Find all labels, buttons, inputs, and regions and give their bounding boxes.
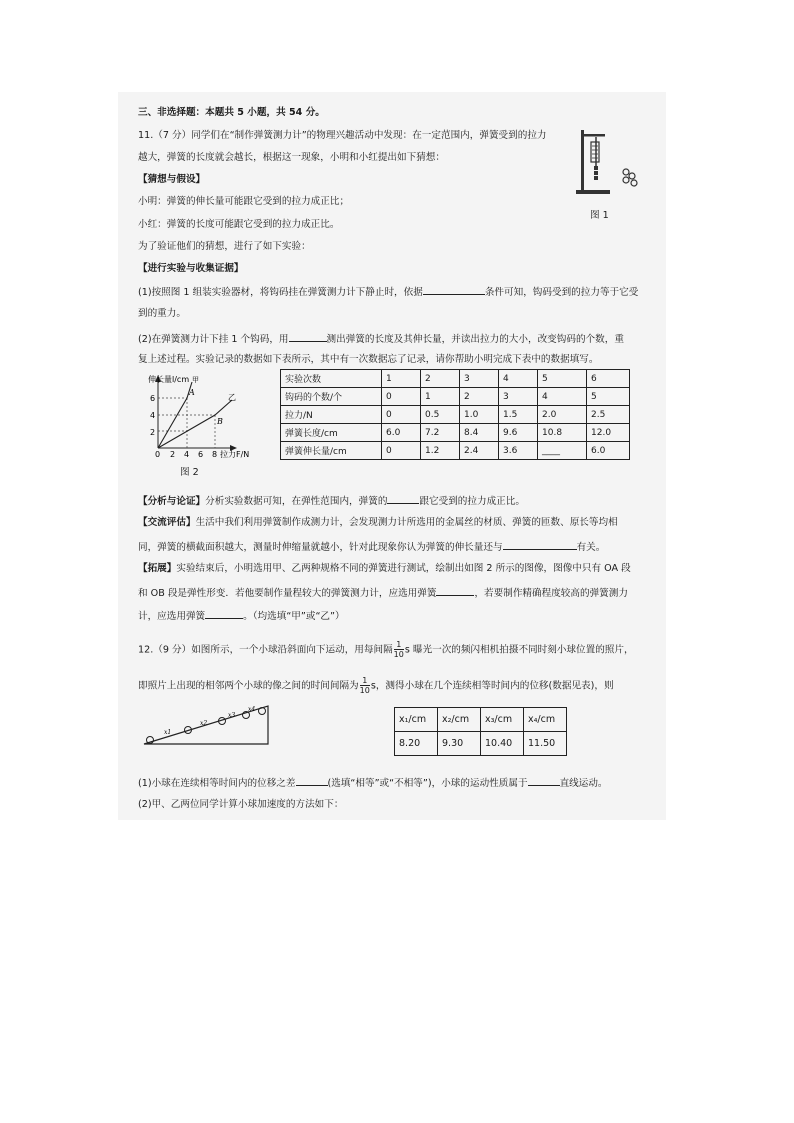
extension-line1: 【拓展】实验结束后，小明选用甲、乙两种规格不同的弹簧进行测试，绘制出如图 2 所示的图像，图像中只有 OA 段: [138, 563, 631, 574]
table-header: x₃/cm: [481, 708, 524, 732]
fraction-one-tenth-2: $\frac{1}{10}$: [359, 676, 370, 695]
y-tick-6: 6: [150, 394, 156, 403]
table-cell: 0: [382, 406, 421, 424]
answer-blank-extension[interactable]: ____: [538, 442, 587, 460]
table-cell: 2.4: [460, 442, 499, 460]
label-x3: x3: [228, 712, 236, 719]
section-heading: 三、非选择题：本题共 5 小题，共 54 分。: [138, 107, 325, 118]
answer-blank-tool[interactable]: [289, 331, 327, 342]
q12-data-table: [394, 707, 567, 756]
table-cell: 1: [382, 370, 421, 388]
x-tick-4: 4: [184, 450, 190, 459]
step1-line2: 到的重力。: [138, 308, 186, 319]
table-cell: 3: [499, 388, 538, 406]
analysis-line: 【分析与论证】分析实验数据可知，在弹性范围内，弹簧的 跟它受到的拉力成正比。: [138, 493, 525, 509]
table-cell: 0: [382, 388, 421, 406]
q11-intro-line2: 越大，弹簧的长度就会越长，根据这一现象，小明和小红提出如下猜想：: [138, 152, 445, 163]
figure-1-caption: 图 1: [590, 210, 609, 221]
table-cell: 1.5: [499, 406, 538, 424]
table-cell: 5: [538, 370, 587, 388]
table-cell: 4: [499, 370, 538, 388]
table-cell: 6.0: [587, 442, 630, 460]
y-axis-label: 伸长量l/cm: [148, 375, 190, 384]
table-cell: 4: [538, 388, 587, 406]
table-cell: 2.0: [538, 406, 587, 424]
table-cell: 7.2: [421, 424, 460, 442]
extension-line2: 和 OB 段是弹性形变．若他要制作量程较大的弹簧测力计，应选用弹簧 ，若要制作精确程度较高的弹簧测力: [138, 585, 628, 601]
table-cell: 11.50: [524, 732, 567, 756]
table-cell: 0.5: [421, 406, 460, 424]
x-tick-2: 2: [170, 450, 176, 459]
answer-blank-displacement[interactable]: [296, 775, 328, 786]
table-cell: 6.0: [382, 424, 421, 442]
table-cell: 弹簧伸长量/cm: [281, 442, 382, 460]
incline-figure: [142, 700, 272, 750]
q12-line2: 即照片上出现的相邻两个小球的像之间的时间间隔为 $\frac{1}{10}$ s，测得小球在几个连续相等时间内的位移(数据见表)，则: [138, 676, 614, 695]
x-tick-6: 6: [198, 450, 204, 459]
verification-intro: 为了验证他们的猜想，进行了如下实验：: [138, 241, 311, 252]
answer-blank-evaluation[interactable]: [503, 539, 577, 550]
figure-1-spring-apparatus: [574, 128, 644, 198]
hypothesis-heading: 【猜想与假设】: [138, 174, 206, 185]
answer-blank-precision[interactable]: [205, 608, 243, 619]
table-cell: 8.20: [395, 732, 438, 756]
q12-sub1: (1)小球在连续相等时间内的位移之差 (选填“相等”或“不相等”)，小球的运动性质属于 直线运动。: [138, 775, 608, 791]
figure-2-graph: [140, 372, 260, 460]
step2-line2: 复上述过程。实验记录的数据如下表所示，其中有一次数据忘了记录，请你帮助小明完成下表中的数据填写。: [138, 354, 599, 365]
table-cell: 9.6: [499, 424, 538, 442]
table-row: [281, 424, 630, 442]
table-cell: 1.0: [460, 406, 499, 424]
table-cell: 1: [421, 388, 460, 406]
table-header: x₁/cm: [395, 708, 438, 732]
answer-blank-motion-type[interactable]: [528, 775, 560, 786]
table-row: [281, 388, 630, 406]
table-cell: 2: [421, 370, 460, 388]
table-cell: 9.30: [438, 732, 481, 756]
label-x4: x4: [248, 706, 256, 713]
evaluation-line1: 【交流评估】生活中我们利用弹簧制作成测力计，会发现测力计所选用的金属丝的材质、弹簧的匝数、原长等均相: [138, 517, 618, 528]
hypothesis-xiaoming: 小明：弹簧的伸长量可能跟它受到的拉力成正比；: [138, 196, 350, 207]
label-jia: 甲: [192, 376, 199, 384]
q11-data-table: [280, 369, 630, 460]
table-row: [395, 732, 567, 756]
evaluation-line2: 同，弹簧的横截面积越大，测量时伸缩量就越小，针对此现象你认为弹簧的伸长量还与 有关。: [138, 539, 605, 555]
table-cell: 实验次数: [281, 370, 382, 388]
table-cell: 3: [460, 370, 499, 388]
table-cell: 1.2: [421, 442, 460, 460]
table-cell: 12.0: [587, 424, 630, 442]
table-cell: 拉力/N: [281, 406, 382, 424]
table-cell: 3.6: [499, 442, 538, 460]
q12-line1: 12.（9 分）如图所示，一个小球沿斜面向下运动，用每间隔 $\frac{1}{10}$ s 曝光一次的频闪相机拍摄不同时刻小球位置的照片，: [138, 640, 634, 659]
step2-line1: (2)在弹簧测力计下挂 1 个钩码，用 测出弹簧的长度及其伸长量，并读出拉力的大小，改变钩码的个数，重: [138, 331, 624, 347]
point-A-label: A: [189, 388, 195, 397]
table-header: x₂/cm: [438, 708, 481, 732]
x-tick-0: 0: [155, 450, 161, 459]
experiment-heading: 【进行实验与收集证据】: [138, 263, 244, 274]
table-cell: 10.8: [538, 424, 587, 442]
table-cell: 6: [587, 370, 630, 388]
table-cell: 2: [460, 388, 499, 406]
y-tick-2: 2: [150, 428, 156, 437]
x-axis-label: 拉力F/N: [220, 450, 250, 459]
table-cell: 弹簧长度/cm: [281, 424, 382, 442]
table-cell: 钩码的个数/个: [281, 388, 382, 406]
table-cell: 5: [587, 388, 630, 406]
q11-intro-line1: 11.（7 分）同学们在“制作弹簧测力计”的物理兴趣活动中发现：在一定范围内，弹簧受到的拉力: [138, 130, 547, 141]
step1-line1: (1)按照图 1 组装实验器材，将钩码挂在弹簧测力计下静止时，依据 条件可知，钩码受到的拉力等于它受: [138, 284, 638, 300]
table-cell: 8.4: [460, 424, 499, 442]
answer-blank-large-range[interactable]: [436, 585, 474, 596]
q12-sub2: (2)甲、乙两位同学计算小球加速度的方法如下：: [138, 799, 344, 810]
table-cell: 2.5: [587, 406, 630, 424]
table-row: [281, 370, 630, 388]
table-row: [395, 708, 567, 732]
answer-blank-equilibrium[interactable]: [423, 284, 485, 295]
point-B-label: B: [217, 417, 223, 426]
answer-blank-analysis[interactable]: [387, 493, 419, 504]
label-x1: x1: [164, 729, 172, 736]
label-x2: x2: [200, 720, 208, 727]
fraction-one-tenth: $\frac{1}{10}$: [393, 640, 404, 659]
hypothesis-xiaohong: 小红：弹簧的长度可能跟它受到的拉力成正比。: [138, 219, 340, 230]
table-cell: 0: [382, 442, 421, 460]
table-row: [281, 406, 630, 424]
table-cell: 10.40: [481, 732, 524, 756]
figure-2-caption: 图 2: [180, 467, 199, 478]
extension-line3: 计，应选用弹簧 。（均选填“甲”或“乙”）: [138, 608, 345, 624]
table-header: x₄/cm: [524, 708, 567, 732]
y-tick-4: 4: [150, 411, 156, 420]
table-row: [281, 442, 630, 460]
label-yi: 乙: [228, 393, 236, 402]
x-tick-8: 8: [212, 450, 218, 459]
